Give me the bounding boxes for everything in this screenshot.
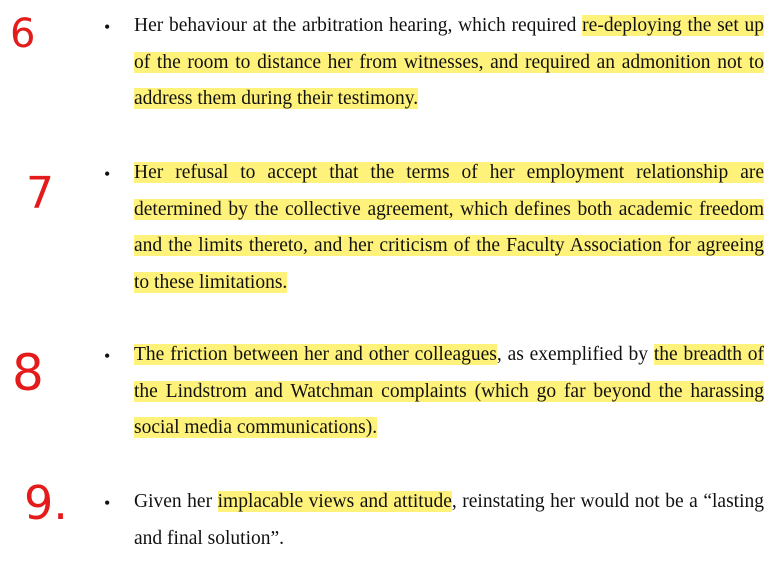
text-segment: , reinstating her would not be a “lasting and final solution”. (134, 491, 764, 549)
bullet: • (104, 17, 111, 37)
bullet: • (104, 164, 111, 184)
paragraph-6 (134, 8, 764, 118)
annotation-number-6: 6 (10, 11, 36, 57)
highlighted-text: The friction between her and other colleagues (134, 344, 497, 365)
annotation-number-9: 9. (24, 476, 68, 530)
paragraph-7 (134, 155, 764, 301)
text-segment: Her behaviour at the arbitration hearing, which required (134, 15, 583, 36)
paragraph-8 (134, 337, 764, 447)
annotation-number-7: 7 (26, 168, 54, 219)
text-segment: , as exemplified by (496, 344, 654, 365)
highlighted-text: implacable views and attitude (217, 491, 452, 512)
highlighted-text: the breadth of the Lindstrom and Watchman complaints (which go far beyond the harassing social media communications). (134, 344, 764, 438)
bullet: • (104, 493, 111, 513)
bullet: • (104, 346, 111, 366)
highlighted-text: re-deploying the set up of the room to distance her from witnesses, and required an admonition not to address them during their testimony. (134, 15, 764, 109)
annotation-number-8: 8 (12, 344, 44, 402)
text-segment: Given her (134, 491, 218, 512)
highlighted-text: Her refusal to accept that the terms of her employment relationship are determined by the collective agreement, which defines both academic freedom and the limits thereto, and her criticism of the Faculty Association for agreeing to these limitations. (134, 162, 764, 293)
paragraph-9 (134, 484, 764, 557)
